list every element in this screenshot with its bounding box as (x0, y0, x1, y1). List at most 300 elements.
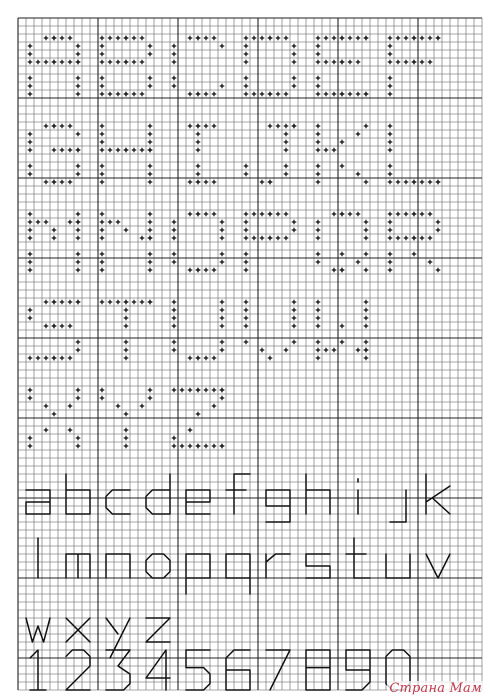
stitch (132, 300, 136, 304)
stitch (148, 180, 152, 184)
stitch (60, 148, 64, 152)
stitch (116, 300, 120, 304)
stitch (420, 212, 424, 216)
stitch (108, 60, 112, 64)
stitch (324, 36, 328, 40)
stitch (76, 268, 80, 272)
stitch (364, 268, 368, 272)
stitch (292, 76, 296, 80)
stitch (364, 220, 368, 224)
stitch (340, 92, 344, 96)
stitch (212, 404, 216, 408)
stitch (180, 388, 184, 392)
stitch (172, 444, 176, 448)
stitch (244, 220, 248, 224)
stitch (340, 36, 344, 40)
stitch (220, 340, 224, 344)
stitch (316, 148, 320, 152)
stitch (100, 220, 104, 224)
stitch (148, 44, 152, 48)
stitch (212, 180, 216, 184)
stitch (364, 124, 368, 128)
stitch (412, 60, 416, 64)
stitch (28, 76, 32, 80)
stitch (220, 308, 224, 312)
stitch (68, 180, 72, 184)
stitch (388, 92, 392, 96)
stitch (244, 268, 248, 272)
stitch (60, 324, 64, 328)
stitch (28, 388, 32, 392)
backstitch-glyph-p (186, 554, 210, 594)
stitch (148, 260, 152, 264)
stitch (100, 268, 104, 272)
stitch (356, 348, 360, 352)
stitch (244, 260, 248, 264)
stitch (332, 212, 336, 216)
stitch (100, 300, 104, 304)
stitch (76, 436, 80, 440)
stitch (324, 148, 328, 152)
stitch (108, 148, 112, 152)
stitch (116, 220, 120, 224)
stitch (204, 36, 208, 40)
stitch (388, 252, 392, 256)
stitch (100, 124, 104, 128)
stitch (340, 324, 344, 328)
backstitch-glyph-e (186, 490, 210, 514)
stitch (124, 148, 128, 152)
stitch (28, 356, 32, 360)
stitch (332, 268, 336, 272)
stitch (316, 36, 320, 40)
stitch (316, 132, 320, 136)
stitch (268, 124, 272, 128)
stitch (316, 84, 320, 88)
stitch (220, 300, 224, 304)
stitch (260, 180, 264, 184)
stitch (284, 172, 288, 176)
stitch (108, 36, 112, 40)
stitch (100, 180, 104, 184)
stitch (36, 60, 40, 64)
stitch (100, 212, 104, 216)
stitch (180, 444, 184, 448)
stitch (172, 436, 176, 440)
stitch (28, 92, 32, 96)
stitch (52, 124, 56, 128)
stitch (172, 340, 176, 344)
stitch (292, 308, 296, 312)
stitch (148, 84, 152, 88)
stitch (292, 340, 296, 344)
stitch (76, 300, 80, 304)
stitch (316, 140, 320, 144)
stitch (148, 252, 152, 256)
stitch (76, 444, 80, 448)
stitch (260, 348, 264, 352)
stitch (244, 92, 248, 96)
stitch (244, 228, 248, 232)
backstitch-glyph-8 (306, 650, 330, 690)
stitch (420, 180, 424, 184)
stitch (316, 172, 320, 176)
backstitch-glyph-s (306, 554, 330, 578)
stitch (356, 132, 360, 136)
stitch (172, 388, 176, 392)
stitch (28, 140, 32, 144)
stitch (172, 260, 176, 264)
stitch (388, 52, 392, 56)
stitch (100, 76, 104, 80)
stitch (244, 316, 248, 320)
stitch (316, 92, 320, 96)
stitch (340, 340, 344, 344)
stitch (316, 44, 320, 48)
stitch (212, 124, 216, 128)
stitch (100, 60, 104, 64)
stitch (44, 428, 48, 432)
stitch (420, 60, 424, 64)
stitch (188, 428, 192, 432)
stitch (212, 92, 216, 96)
stitch (172, 252, 176, 256)
stitch (292, 84, 296, 88)
stitch (196, 140, 200, 144)
stitch (436, 36, 440, 40)
stitch (196, 148, 200, 152)
stitch (316, 348, 320, 352)
stitch (76, 228, 80, 232)
stitch (284, 236, 288, 240)
stitch (124, 324, 128, 328)
stitch (412, 212, 416, 216)
stitch (44, 324, 48, 328)
stitch (76, 252, 80, 256)
stitch (388, 124, 392, 128)
stitch (436, 180, 440, 184)
stitch (108, 300, 112, 304)
stitch (36, 356, 40, 360)
stitch (364, 36, 368, 40)
stitch (244, 308, 248, 312)
stitch (356, 36, 360, 40)
stitch (396, 212, 400, 216)
backstitch-glyph-f (226, 474, 250, 514)
stitch (68, 220, 72, 224)
stitch (28, 148, 32, 152)
stitch (220, 220, 224, 224)
stitch (404, 212, 408, 216)
stitch (52, 324, 56, 328)
stitch (388, 228, 392, 232)
stitch (412, 236, 416, 240)
stitch (316, 124, 320, 128)
stitch (28, 252, 32, 256)
stitch (436, 268, 440, 272)
stitch (276, 212, 280, 216)
stitch (340, 268, 344, 272)
stitch (212, 388, 216, 392)
stitch (316, 52, 320, 56)
stitch (140, 404, 144, 408)
stitch (388, 44, 392, 48)
stitch (388, 268, 392, 272)
stitch (196, 92, 200, 96)
stitch (212, 444, 216, 448)
stitch (244, 340, 248, 344)
stitch (196, 124, 200, 128)
stitch (132, 36, 136, 40)
stitch (116, 148, 120, 152)
stitch (316, 340, 320, 344)
stitch (244, 172, 248, 176)
stitch (44, 36, 48, 40)
stitch (260, 36, 264, 40)
stitch (148, 52, 152, 56)
stitch (220, 396, 224, 400)
stitch (100, 172, 104, 176)
stitch (284, 124, 288, 128)
stitch (292, 316, 296, 320)
stitch (396, 236, 400, 240)
stitch (268, 180, 272, 184)
stitch (244, 60, 248, 64)
stitch (196, 356, 200, 360)
stitch (292, 300, 296, 304)
stitch (148, 300, 152, 304)
stitch (28, 316, 32, 320)
stitch (428, 180, 432, 184)
stitch (172, 76, 176, 80)
stitch (172, 52, 176, 56)
stitch (324, 60, 328, 64)
stitch (196, 412, 200, 416)
stitch (364, 180, 368, 184)
stitch (100, 396, 104, 400)
stitch (220, 228, 224, 232)
stitch (116, 92, 120, 96)
stitch (172, 84, 176, 88)
stitch (188, 388, 192, 392)
stitch (220, 252, 224, 256)
stitch (332, 148, 336, 152)
stitch (316, 164, 320, 168)
backstitch-glyph-9 (346, 650, 370, 690)
stitch (356, 60, 360, 64)
stitch (196, 172, 200, 176)
stitch (28, 52, 32, 56)
stitch (268, 36, 272, 40)
stitch (316, 300, 320, 304)
stitch (356, 260, 360, 264)
stitch (316, 236, 320, 240)
stitch (76, 348, 80, 352)
stitch (292, 60, 296, 64)
backstitch-glyph-w (26, 618, 50, 642)
stitch (28, 228, 32, 232)
stitch (148, 268, 152, 272)
stitch (172, 324, 176, 328)
stitch (428, 260, 432, 264)
stitch (28, 236, 32, 240)
stitch (28, 132, 32, 136)
stitch (436, 220, 440, 224)
stitch (364, 92, 368, 96)
stitch (28, 60, 32, 64)
stitch (332, 92, 336, 96)
stitch (44, 124, 48, 128)
stitch (100, 36, 104, 40)
stitch (212, 212, 216, 216)
stitch (316, 356, 320, 360)
stitch (140, 92, 144, 96)
stitch (292, 220, 296, 224)
stitch (428, 36, 432, 40)
stitch (364, 228, 368, 232)
stitch (316, 316, 320, 320)
stitch (148, 76, 152, 80)
stitch (116, 60, 120, 64)
stitch (76, 172, 80, 176)
stitch (220, 316, 224, 320)
stitch (28, 396, 32, 400)
stitch (268, 236, 272, 240)
stitch (196, 388, 200, 392)
stitch (52, 228, 56, 232)
stitch (364, 308, 368, 312)
stitch (364, 340, 368, 344)
stitch (60, 60, 64, 64)
stitch (68, 300, 72, 304)
stitch (428, 60, 432, 64)
stitch (204, 356, 208, 360)
stitch (388, 140, 392, 144)
stitch (340, 140, 344, 144)
stitch (100, 388, 104, 392)
stitch (284, 212, 288, 216)
stitch (172, 308, 176, 312)
stitch (76, 212, 80, 216)
stitch (324, 348, 328, 352)
stitch (44, 356, 48, 360)
stitch (316, 252, 320, 256)
stitch (332, 60, 336, 64)
stitch (188, 180, 192, 184)
stitch (276, 92, 280, 96)
stitch (412, 180, 416, 184)
stitch (220, 348, 224, 352)
stitch (28, 436, 32, 440)
stitch (188, 212, 192, 216)
stitch (244, 76, 248, 80)
stitch (348, 60, 352, 64)
stitch (348, 212, 352, 216)
stitch (52, 412, 56, 416)
stitch (172, 316, 176, 320)
stitch (292, 52, 296, 56)
stitch (388, 260, 392, 264)
stitch (172, 44, 176, 48)
stitch (388, 164, 392, 168)
stitch (364, 348, 368, 352)
stitch (60, 356, 64, 360)
stitch (76, 396, 80, 400)
stitch (76, 164, 80, 168)
stitch (60, 36, 64, 40)
stitch (28, 44, 32, 48)
stitch (148, 164, 152, 168)
stitch (36, 220, 40, 224)
stitch (148, 172, 152, 176)
stitch (268, 212, 272, 216)
stitch (436, 228, 440, 232)
stitch (172, 236, 176, 240)
stitch (124, 92, 128, 96)
backstitch-glyph-x (66, 618, 90, 642)
stitch (148, 236, 152, 240)
stitch (124, 340, 128, 344)
stitch (172, 348, 176, 352)
stitch (364, 316, 368, 320)
stitch (244, 52, 248, 56)
stitch (44, 220, 48, 224)
stitch (28, 308, 32, 312)
stitch (76, 260, 80, 264)
stitch (284, 148, 288, 152)
backstitch-glyph-g (266, 490, 290, 522)
stitch (268, 356, 272, 360)
stitch (356, 92, 360, 96)
stitch (252, 92, 256, 96)
stitch (412, 36, 416, 40)
stitch (76, 148, 80, 152)
stitch (116, 36, 120, 40)
backstitch-glyph-d (146, 474, 170, 514)
stitch (140, 36, 144, 40)
stitch (316, 180, 320, 184)
stitch (244, 236, 248, 240)
stitch (268, 92, 272, 96)
backstitch-glyph-c (106, 490, 130, 514)
stitch (76, 388, 80, 392)
stitch (364, 236, 368, 240)
stitch (220, 44, 224, 48)
stitch (204, 92, 208, 96)
backstitch-glyph-m (66, 554, 90, 578)
stitch (220, 260, 224, 264)
stitch (244, 324, 248, 328)
stitch (292, 44, 296, 48)
stitch (124, 412, 128, 416)
stitch (220, 388, 224, 392)
stitch (76, 84, 80, 88)
stitch (52, 180, 56, 184)
stitch (100, 236, 104, 240)
backstitch-glyph-5 (186, 650, 210, 690)
stitch (388, 236, 392, 240)
stitch (28, 172, 32, 176)
stitch (52, 300, 56, 304)
stitch (196, 36, 200, 40)
stitch (100, 228, 104, 232)
backstitch-glyph-6 (226, 650, 250, 690)
stitch (188, 92, 192, 96)
stitch (52, 356, 56, 360)
stitch (68, 36, 72, 40)
stitch (316, 60, 320, 64)
stitch (324, 92, 328, 96)
